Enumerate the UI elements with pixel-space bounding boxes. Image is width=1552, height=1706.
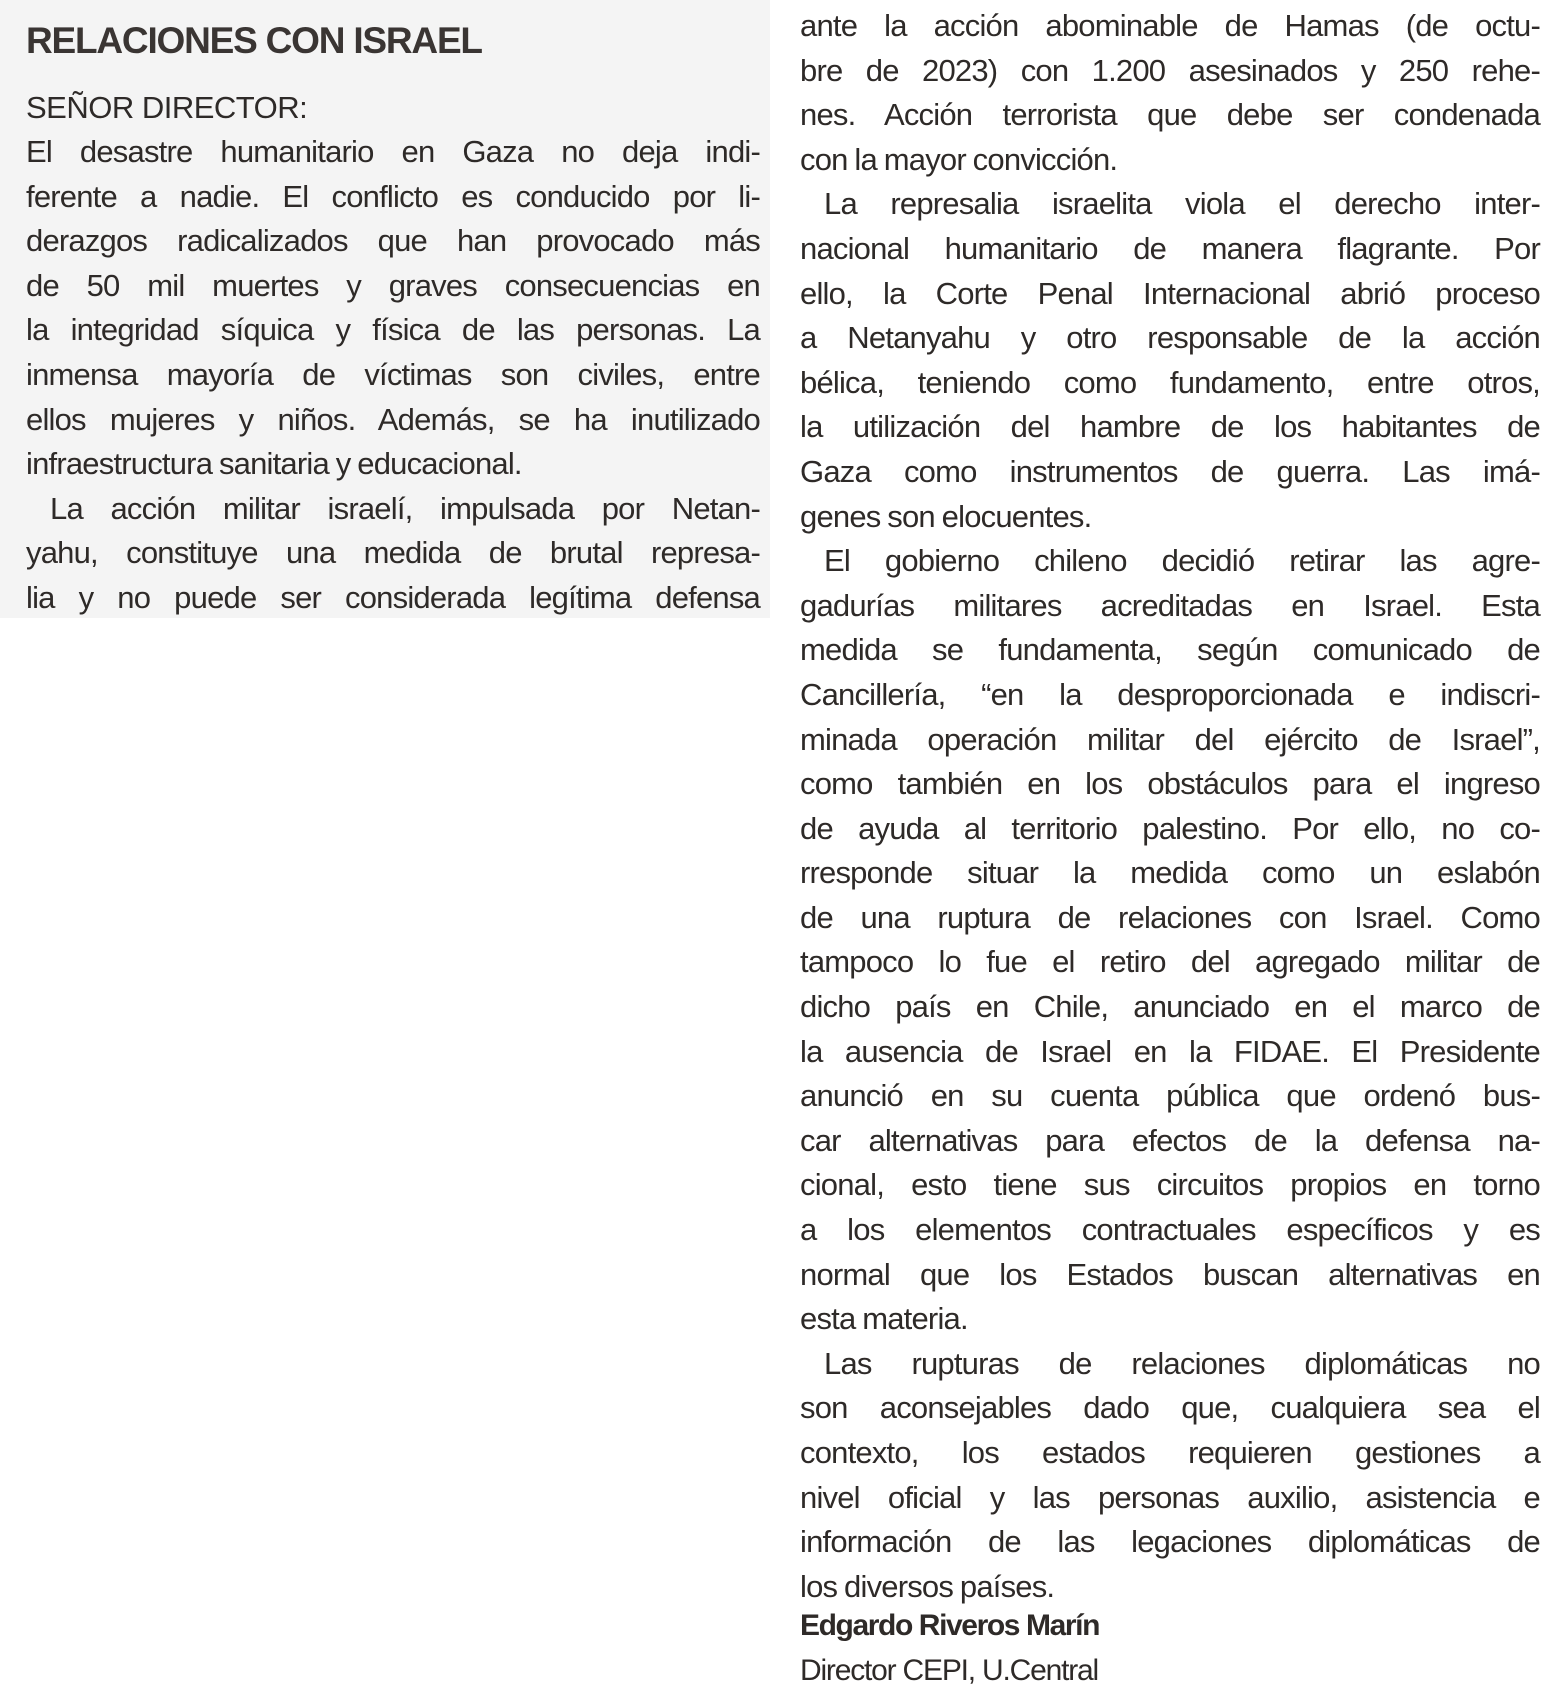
body-line: La represalia israelita viola el derecho inter- xyxy=(824,186,1540,222)
body-line: ellos mujeres y niños. Además, se ha inutilizado xyxy=(26,401,760,437)
body-line: infraestructura sanitaria y educacional. xyxy=(26,446,522,482)
body-line: car alternativas para efectos de la defensa na- xyxy=(800,1122,1540,1158)
body-line: información de las legaciones diplomáticas de xyxy=(800,1524,1540,1560)
body-line: bélica, teniendo como fundamento, entre otros, xyxy=(800,364,1540,400)
body-line: Gaza como instrumentos de guerra. Las imá- xyxy=(800,453,1540,489)
body-line: medida se fundamenta, según comunicado de xyxy=(800,632,1540,668)
body-line: Las rupturas de relaciones diplomáticas no xyxy=(824,1345,1540,1381)
body-line: la integridad síquica y física de las personas. La xyxy=(26,312,760,348)
body-line: ello, la Corte Penal Internacional abrió proceso xyxy=(800,275,1540,311)
body-line: dicho país en Chile, anunciado en el marco de xyxy=(800,989,1540,1025)
body-line: gadurías militares acreditadas en Israel. Esta xyxy=(800,587,1540,623)
body-line: lia y no puede ser considerada legítima defensa xyxy=(26,579,760,615)
body-line: anunció en su cuenta pública que ordenó bus- xyxy=(800,1078,1540,1114)
body-line: nes. Acción terrorista que debe ser condenada xyxy=(800,97,1540,133)
body-line: nivel oficial y las personas auxilio, asistencia e xyxy=(800,1479,1540,1515)
body-line: ante la acción abominable de Hamas (de octu- xyxy=(800,8,1540,43)
body-line: a Netanyahu y otro responsable de la acción xyxy=(800,320,1540,356)
body-line: bre de 2023) con 1.200 asesinados y 250 rehe- xyxy=(800,52,1540,88)
body-line: La acción militar israelí, impulsada por Netan- xyxy=(50,490,760,526)
letter-headline: RELACIONES CON ISRAEL xyxy=(26,20,482,61)
body-line: genes son elocuentes. xyxy=(800,498,1092,534)
body-line: de ayuda al territorio palestino. Por ello, no co- xyxy=(800,810,1540,846)
body-line: El gobierno chileno decidió retirar las agre- xyxy=(824,543,1540,579)
body-line: minada operación militar del ejército de Israel”, xyxy=(800,721,1540,757)
body-line: con la mayor convicción. xyxy=(800,141,1118,177)
body-line: yahu, constituye una medida de brutal represa- xyxy=(26,535,760,571)
body-line: son aconsejables dado que, cualquiera sea el xyxy=(800,1390,1540,1426)
body-line: como también en los obstáculos para el ingreso xyxy=(800,766,1540,802)
body-line: esta materia. xyxy=(800,1301,968,1337)
body-line: la ausencia de Israel en la FIDAE. El Presidente xyxy=(800,1033,1540,1069)
body-line: contexto, los estados requieren gestiones a xyxy=(800,1435,1540,1470)
body-line: ferente a nadie. El conflicto es conducido por li- xyxy=(26,178,760,214)
body-line: de una ruptura de relaciones con Israel. Como xyxy=(800,899,1540,935)
letter-salutation: SEÑOR DIRECTOR: xyxy=(26,90,308,125)
body-line: los diversos países. xyxy=(800,1568,1055,1604)
body-line: la utilización del hambre de los habitantes de xyxy=(800,409,1540,445)
body-line: inmensa mayoría de víctimas son civiles, entre xyxy=(26,356,760,392)
body-line: cional, esto tiene sus circuitos propios en torno xyxy=(800,1167,1540,1203)
body-line: normal que los Estados buscan alternativas en xyxy=(800,1256,1540,1292)
body-line: tampoco lo fue el retiro del agregado militar de xyxy=(800,944,1540,980)
body-line: rresponde situar la medida como un eslabón xyxy=(800,855,1540,891)
letter-body-left xyxy=(26,130,760,621)
body-line: Cancillería, “en la desproporcionada e indiscri- xyxy=(800,676,1540,712)
body-line: nacional humanitario de manera flagrante. Por xyxy=(800,230,1540,266)
author-affiliation: Director CEPI, U.Central xyxy=(800,1654,1098,1687)
body-line: El desastre humanitario en Gaza no deja indi- xyxy=(26,134,760,169)
author-name: Edgardo Riveros Marín xyxy=(800,1609,1100,1642)
body-line: derazgos radicalizados que han provocado más xyxy=(26,223,760,259)
body-line: de 50 mil muertes y graves consecuencias en xyxy=(26,267,760,303)
body-line: a los elementos contractuales específicos y es xyxy=(800,1212,1540,1248)
